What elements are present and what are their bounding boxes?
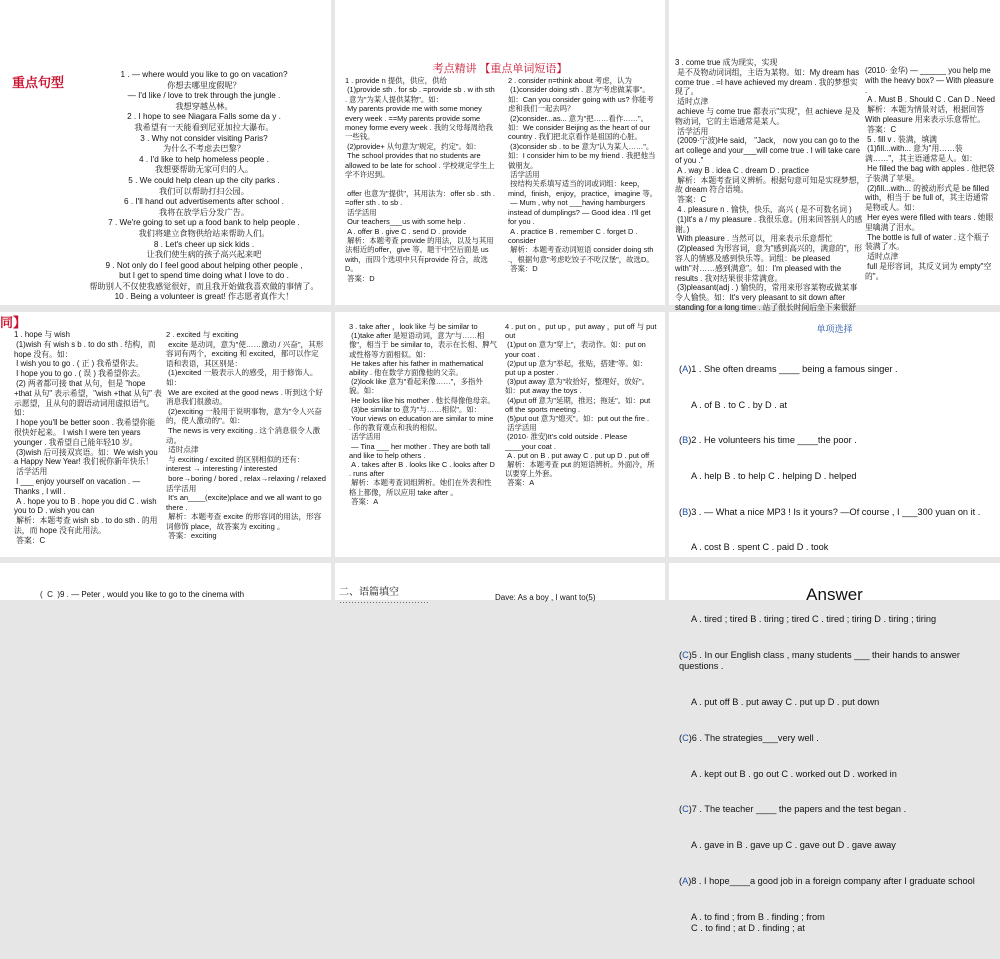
question-text: ( C )9 . — Peter , would you like to go to the cinema with (40, 590, 245, 599)
question-options: A . gave in B . gave up C . gave out D . gave away (691, 840, 896, 851)
exercise-title: 单项选择 (816, 324, 853, 334)
question-list (679, 340, 997, 959)
slide-hope-wish (0, 312, 331, 557)
sentence-line: 3 . Why not consider visiting Paris? (140, 133, 268, 143)
question-options: A . cost B . spent C . paid D . took (691, 542, 829, 553)
sentence-line: 我想穿越丛林。 (175, 101, 233, 111)
sentence-line: 帮助别人不仅使我感觉很好，而且我开始做我喜欢做的事情了。 (89, 281, 319, 291)
slide-answer (669, 563, 1000, 604)
slide-question-9 (0, 563, 331, 600)
sentence-line: — I'd like / love to trek through the jungle . (127, 91, 281, 101)
question-item: (C)6 . The strategies___very well . (679, 732, 819, 743)
section-subtext: ………………………… (339, 595, 429, 605)
sentence-line: 4 . I'd like to help homeless people . (139, 154, 269, 164)
slide-phrases (335, 312, 665, 557)
answer-letter: B (682, 506, 689, 517)
sentence-list (84, 70, 324, 303)
sentence-line: 我们可以帮助打扫公园。 (158, 186, 250, 196)
notes-right: 2 . consider n=think about 考虑，认为 (1)consider doing sth . 意为"考虑做某事"。如：Can you consider going with us? 你能考虑和我们一起去吗？ (2)consider...as... 意为"把……看作……"。如：We consider Beijing as the heart of our country . 我们把北京看作是祖国的心脏。 (3)consider sb . to be 意为"认为某人……"。如：I consider him to be my friend . 我把他当做朋友。 活学活用 按结构关系填写适当的词或词组：keep，mind，finish，enjoy，practice，imagine 等。 — Mum , why not ___having hamburgers instead of dumplings? — Good idea . I'll get for you . A . practice B . remember C . forget D . consider 解析：本题考查动词短语 consider doing sth .，根据句意"考虑吃饺子不吃汉堡"，故选D。 答案：D (508, 76, 658, 274)
question-text: )3 . — What a nice MP3 ! Is it yours? —Of course , I ___300 yuan on it . (688, 506, 981, 517)
two-column-notes (345, 76, 659, 283)
question-options: A . help B . to help C . helping D . helped (691, 470, 857, 481)
answer-letter: B (682, 435, 689, 446)
question-item: (C)7 . The teacher ____ the papers and the test began . (679, 804, 907, 815)
question-text: )6 . The strategies___very well . (688, 732, 819, 743)
notes-left: 1 . provide n 提供，供应，供给 (1)provide sth . for sb . =provide sb . w ith sth . 意为"为某人提供某物"。如： My parents provide me with some money every week . ==My parents provide some money forme every week . 我的父母每周给我一些钱。 (2)provide+ 从句意为"规定，约定"。如： The school provides that no students are allowed to be late for school . 学校规定学生上学不许迟到。 offer 也意为"提供"，其用法为：offer sb . sth . =offer sth . to sb . 活学活用 Our teachers___us with some help . A . offer B . give C . send D . provide 解析：本题考查 provide 的用法，以及与其用法相近的offer，give 等。题干中空后面是 us with，而四个选项中只有provide 符合，故选D。 答案：D (345, 76, 495, 283)
dialogue-line: Dave: As a boy , I want to(5) (495, 593, 596, 602)
sentence-line: but I get to spend time doing what I love to do . (119, 271, 289, 281)
sentence-line: 2 . I hope to see Niagara Falls some da y . (127, 112, 281, 122)
sentence-line: 我想要帮助无家可归的人。 (154, 165, 254, 175)
slide-key-words (335, 0, 665, 305)
answer-letter: C (682, 732, 689, 743)
question-text: )1 . She often dreams ____ being a famous singer . (688, 363, 898, 374)
question-options: A . kept out B . go out C . worked out D . worked in (691, 768, 897, 779)
sentence-line: 我将在放学后分发广告。 (158, 207, 250, 217)
sentence-line: 为什么不考虑去巴黎？ (163, 144, 245, 154)
sentence-line: 我希望有一天能看到尼亚加拉大瀑布。 (134, 122, 274, 132)
question-item: (A)1 . She often dreams ____ being a famous singer . (679, 363, 898, 374)
question-options: A . to find ; from B . finding ; from C . to find ; at D . finding ; at (691, 911, 825, 934)
question-item: (B)3 . — What a nice MP3 ! Is it yours? —Of course , I ___300 yuan on it . (679, 506, 981, 517)
question-options: A . put off B . put away C . put up D . put down (691, 697, 880, 708)
section-heading: 二、语篇填空 (339, 587, 399, 598)
sentence-line: 10 . Being a volunteer is great! 作志愿者真作大！ (114, 292, 294, 302)
slide-key-sentences (0, 0, 331, 305)
sentence-line: 5 . We could help clean up the city parks . (128, 175, 280, 185)
question-text: )2 . He volunteers his time ____the poor . (688, 435, 857, 446)
answer-letter: A (682, 363, 689, 374)
sentence-line: 你想去哪里度假呢？ (167, 80, 241, 90)
sentence-line: 9 . Not only do I feel good about helping other people , (105, 260, 303, 270)
sentence-line: 我们将建立食物供给站来帮助人们。 (138, 228, 270, 238)
sentence-line: 1 . — where would you like to go on vacation? (120, 70, 288, 79)
notes-right: 2 . excited 与 exciting excite 是动词，意为"使……激动 / 兴奋"，其形容词有两个，exciting 和 excited，都可以作定语和表语，其区别是： (1)excited 一般表示人的感受，用于修饰人。如： We are excited at the good news . 听到这个好消息我们很激动。 (2)exciting 一般用于说明事物，意为"令人兴奋的，使人激动的"。如： The news is very exciting . 这个消息很令人激动。 适时点津 与 exciting / excited 的区别相似的还有：interest → interesting / interested bore→boring / bored , relax→relaxing / relaxed 活学活用 It's an____(excite)place and we all want to go there . 解析：本题考查 excite 的形容词的用法，形容词修饰 place，故答案为 exciting 。 答案：exciting (166, 330, 326, 541)
question-text: )5 . In our English class , many students ___ their hands to answer questions . (679, 649, 963, 672)
section-tab: 同】 (0, 315, 27, 330)
notes-right: (2010· 金华) — ______ you help me with the heavy box? — With pleasure . A . Must B . Should C . Can D . Need 解析：本题为情景对话，根据回答 With pleasure 用来表示乐意帮忙。 答案：C 5 . fill v . 装满，填满 (1)fill...with... 意为"用……装满……"，其主语通常是人。如： He filled the bag with apples . 他把袋子装满了苹果。 (2)fill...with... 的被动形式是 be filled with，相当于 be full of，其主语通常是物或人。如： Her eyes were filled with tears . 她眼里噙满了泪水。 The bottle is full of water . 这个瓶子装满了水。 适时点津 full 是形容词，其反义词为 empty"空的"。 (865, 66, 996, 281)
slide-multiple-choice (669, 312, 1000, 934)
question-item: (B)2 . He volunteers his time ____the poor . (679, 435, 857, 446)
question-options: A . tired ; tired B . tiring ; tired C . tired ; tiring D . tiring ; tiring (691, 613, 937, 624)
question-item: (C)5 . In our English class , many students ___ their hands to answer questions . (679, 649, 963, 672)
section-title: 重点句型 (12, 75, 65, 90)
slide-heading: 考点精讲 【重点单词短语】 (432, 63, 568, 75)
slide-come-true (669, 0, 1000, 312)
slide-cloze (335, 563, 665, 605)
question-text: )7 . The teacher ____ the papers and the test began . (688, 804, 907, 815)
answer-letter: A (682, 875, 689, 886)
notes-right: 4 . put on ，put up ，put away ，put off 与 put out (1)put on 意为"穿上"，表动作。如：put on your coat . (2)put up 意为"举起，张贴，搭建"等。如：put up a poster . (3)put away 意为"收拾好，整理好，放好"。如：put away the toys . (4)put off 意为"延期，推迟；拖延"。如：put off the sports meeting . (5)put out 意为"熄灭"。如：put out the fire . 活学活用 (2010· 淮安)It's cold outside . Please ____your coat . A . put on B . put away C . put up D . put off 解析：本题考查 put 的短语辨析。外面冷，所以要穿上外套。 答案：A (505, 322, 657, 488)
question-options: A . of B . to C . by D . at (691, 399, 787, 410)
answer-title: Answer (806, 585, 863, 604)
sentence-line: 6 . I'll hand out advertisements after school . (124, 197, 284, 207)
notes-left: 3 . come true 成为现实，实现 是不及物动词词组，主语为某物。如：My dream has come true . =I have achieved my dream . 我的梦想实现了。 适时点津 achieve 与 come true 都表示"实现"，但 achieve 是及物动词，它的主语通常是某人。 活学活用 (2009·宁波)He said， "Jack， now you can go to the art college and your___will come true . I will take care of you ." A . way B . idea C . dream D . practice 解析：本题考查词义辨析。根据句意可知是实现梦想，故 dream 符合语境。 答案：C 4 . pleasure n . 愉快，快乐，高兴 ( 是不可数名词 ) (1)It's a / my pleasure . 我很乐意。(用来回答别人的感谢。) With pleasure . 当然可以，用来表示乐意帮忙 (2)pleased 为形容词，意为"感到高兴的，满意的"，形容人的情感及感到快乐等。词组：be pleased with"对……感到满意"。如：I'm pleased with the results . 我对结果很非常满意。 (3)pleasant(adj . ) 愉快的，常用来形容某物或做某事令人愉快。如：It's very pleasant to sit down after standing for a long time . 站了很长时间后坐下来很舒 (675, 58, 865, 312)
answer-letter: C (682, 649, 689, 660)
sentence-line: 7 . We're going to set up a food bank to help people . (108, 218, 300, 228)
question-text: )8 . I hope____a good job in a foreign company after I graduate school (688, 875, 975, 886)
notes-left: 3 . take after ，look like 与 be similar to (1)take after 是短语动词，意为"与……相像"，相当于 be similar to，表示在长相、脾气或性格等方面相似。如： He takes after his father in mathematical ability . 他在数学方面像他的父亲。 (2)look like 意为"看起来像……"，多指外貌。如： He looks like his mother . 他长得像他母亲。 (3)be similar to 意为"与……相似"。如： Your views on education are similar to mine . 你的教育观点和我的相似。 活学活用 — Tina ___ her mother . They are both tall and like to help others . A . takes after B . looks like C . looks after D . runs after 解析：本题考查词组辨析。她们在外表和性格上都像，所以应用 take after 。 答案：A (349, 322, 497, 506)
sentence-line: 8 . Let's cheer up sick kids . (153, 239, 255, 249)
notes-left: 1 . hope 与 wish (1)wish 有 wish s b . to do sth . 结构，而 hope 没有。如： I wish you to go . ( 正 ) 我希望你去。 I hope you to go . ( 误 ) 我希望你去。 (2) 两者都可接 that 从句，但是 "hope +that 从句" 表示希望，"wish +that 从句" 表示愿望，且从句的谓语动词用虚拟语气。如： I hope you'll be better soon . 我希望你能很快好起来。 I wish I were ten years younger . 我希望自己能年轻10 岁。 (3)wish 后可接双宾语。如：We wish you a Happy New Year! 我们祝你新年快乐！ 活学活用 I ___ enjoy yourself on vacation . — Thanks , I will . A . hope you to B . hope you did C . wish you to D . wish you can 解析：本题考查 wish sb . to do sth . 的用法，而 hope 没有此用法。 答案：C (14, 330, 162, 545)
question-item: (A)8 . I hope____a good job in a foreign company after I graduate school (679, 875, 975, 886)
answer-letter: C (682, 804, 689, 815)
sentence-line: 让我们使生病的孩子高兴起来吧 (146, 250, 262, 260)
